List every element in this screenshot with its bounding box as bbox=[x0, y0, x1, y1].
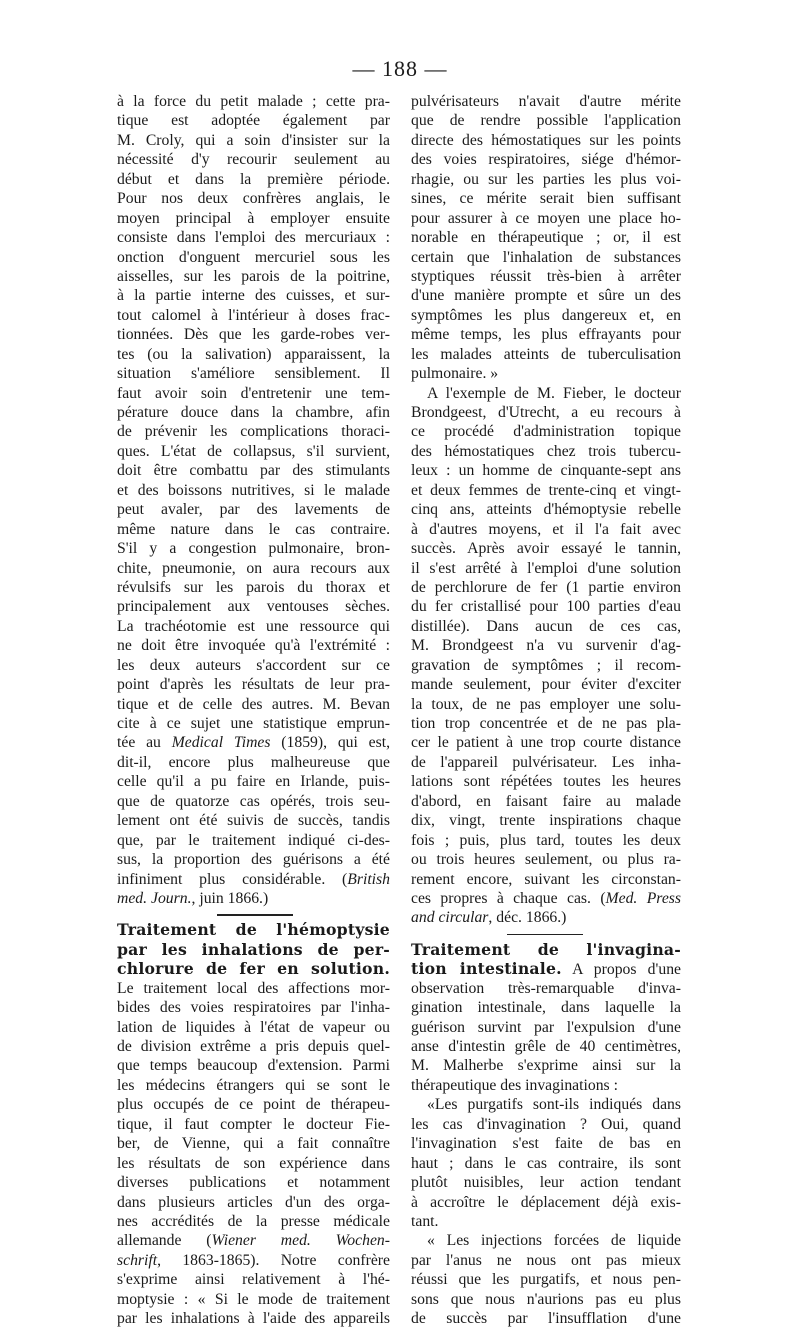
text-line: ber, de Vienne, qui a fait connaître bbox=[117, 1135, 390, 1153]
text-line: révulsifs sur les parois du thorax et bbox=[117, 578, 390, 596]
text-line: lement ont été suivis de succès, tandis bbox=[117, 812, 390, 830]
text-line: tant. bbox=[411, 1212, 439, 1230]
text-line: schrift, 1863-1865). Notre confrère bbox=[117, 1251, 390, 1269]
text-line: même nature dans le cas contraire. bbox=[117, 520, 390, 538]
text-line: du fer cristallisé pour 100 parties d'eau bbox=[411, 598, 681, 616]
text-line: ce procédé d'administration topique bbox=[411, 423, 681, 441]
text-line: anse d'intestin grêle de 40 centimètres, bbox=[411, 1038, 681, 1055]
left-column bbox=[117, 92, 390, 1329]
text-line: fois ; puis, plus tard, toutes les deux bbox=[411, 831, 681, 849]
section-divider bbox=[117, 908, 390, 920]
text-line: faut avoir soin d'entretenir une tem- bbox=[117, 384, 390, 402]
text-line: nes accrédités de la presse médicale bbox=[117, 1212, 390, 1230]
text-line: moptysie : « Si le mode de traitement bbox=[117, 1290, 390, 1308]
text-line: Brondgeest, d'Utrecht, a eu recours à bbox=[411, 404, 681, 421]
invagination-section-heading bbox=[411, 940, 681, 979]
text-line: gravation de symptômes ; il recom- bbox=[411, 656, 681, 674]
text-line: il s'est arrêté à l'emploi d'une solution bbox=[411, 559, 681, 577]
text-line: tionnées. Dès que les garde-robes ver- bbox=[117, 326, 390, 344]
text-line: S'il y a congestion pulmonaire, bron- bbox=[117, 540, 390, 558]
text-line: à d'autres moyens, et il l'a fait avec bbox=[411, 520, 681, 538]
text-line: succès. Après avoir essayé le tannin, bbox=[411, 540, 681, 558]
text-line: cinq ans, atteints d'hémoptysie rebelle bbox=[411, 501, 681, 519]
text-line: leux : un homme de cinquante-sept ans bbox=[411, 462, 681, 480]
text-line: sus, la proportion des guérisons a été bbox=[117, 851, 390, 869]
text-line: s'exprime ainsi relativement à l'hé- bbox=[117, 1271, 390, 1289]
text-line: Le traitement local des affections mor- bbox=[117, 979, 390, 997]
text-line: tes (ou la salivation) apparaissent, la bbox=[117, 345, 390, 363]
text-line: chlorure de fer en solution. bbox=[117, 959, 390, 979]
text-line: symptômes les plus dangereux et, en bbox=[411, 306, 681, 324]
text-line: les malades atteints de tuberculisation bbox=[411, 345, 681, 363]
text-line: distillée). Dans aucun de ces cas, bbox=[411, 617, 681, 635]
text-line: rhagie, ou sur les parties les plus voi- bbox=[411, 170, 681, 188]
text-line: tique est adoptée également par bbox=[117, 112, 390, 130]
text-line: onction d'onguent mercuriel sous les bbox=[117, 248, 390, 266]
left-body-text bbox=[117, 92, 390, 908]
text-line: M. Brondgeest n'a vu survenir d'ag- bbox=[411, 637, 681, 655]
text-line: med. Journ., juin 1866.) bbox=[117, 889, 269, 907]
text-line: gination intestinale, dans laquelle la bbox=[411, 999, 681, 1017]
text-line: dix, vingt, trente inspirations chaque bbox=[411, 812, 681, 830]
text-line: tique et de celle des autres. M. Bevan bbox=[117, 695, 390, 713]
text-line: les cas d'invagination ? Oui, quand bbox=[411, 1115, 681, 1133]
text-line: pérature douce dans la chambre, afin bbox=[117, 404, 390, 421]
text-line: « Les injections forcées de liquide bbox=[427, 1232, 681, 1250]
text-line: à la force du petit malade ; cette pra- bbox=[117, 93, 390, 110]
text-line: cer le patient à une trop courte distance bbox=[411, 734, 681, 752]
text-line: tion trop concentrée et de ne pas pla- bbox=[411, 715, 681, 732]
text-line: sons que nous n'aurions pas eu plus bbox=[411, 1290, 681, 1308]
text-line: d'une manière prompte et sûre un des bbox=[411, 287, 681, 305]
text-line: pulmonaire. » bbox=[411, 365, 499, 383]
text-line: certain que l'inhalation de substances bbox=[411, 248, 681, 266]
text-line: principalement aux ventouses sèches. bbox=[117, 598, 390, 616]
text-line: La trachéotomie est une ressource qui bbox=[117, 617, 390, 635]
text-line: tée au Medical Times (1859), qui est, bbox=[117, 734, 391, 752]
text-line: que temps beaucoup d'extension. Parmi bbox=[117, 1057, 390, 1075]
text-line: ces propres à chaque cas. (Med. Press bbox=[411, 889, 682, 907]
text-line: A l'exemple de M. Fieber, le docteur bbox=[427, 384, 681, 402]
text-line: Traitement de l'invagina- bbox=[411, 939, 681, 959]
text-line: dans plusieurs articles d'un des orga- bbox=[117, 1193, 390, 1211]
text-line: réussi que les purgatifs, et nous pen- bbox=[411, 1271, 681, 1289]
text-line: chite, pneumonie, on aura recours aux bbox=[117, 559, 390, 577]
text-line: ou trois heures seulement, ou plus ra- bbox=[411, 851, 681, 869]
text-line: celle qu'il a pu faire en Irlande, puis- bbox=[117, 773, 390, 791]
text-line: norable en thérapeutique ; or, il est bbox=[411, 229, 681, 247]
text-line: rement encore, suivant les circonstan- bbox=[411, 870, 681, 888]
text-line: de prévenir les complications thoraci- bbox=[117, 423, 390, 441]
text-line: situation s'améliore sensiblement. Il bbox=[117, 365, 390, 383]
text-line: par les inhalations de per- bbox=[117, 939, 390, 959]
text-line: pulvérisateurs n'avait d'autre mérite bbox=[411, 93, 681, 110]
text-line: et des boissons nutritives, si le malade bbox=[117, 481, 390, 499]
text-line: de perchlorure de fer (1 partie environ bbox=[411, 578, 681, 596]
text-line: pour assurer à ce moyen une place ho- bbox=[411, 209, 681, 227]
text-line: infiniment plus considérable. (British bbox=[117, 870, 390, 888]
text-line: tout calomel à l'intérieur à doses frac- bbox=[117, 306, 390, 324]
text-line: styptiques réussit très-bien à arrêter bbox=[411, 267, 681, 285]
text-line: nécessité d'y recourir seulement au bbox=[117, 151, 390, 169]
text-line: guérison survint par l'expulsion d'une bbox=[411, 1018, 681, 1036]
text-line: peut avaler, par des lavements de bbox=[117, 501, 390, 519]
text-line: des hémostatiques chez trois tubercu- bbox=[411, 442, 681, 460]
text-line: les résultats de son expérience dans bbox=[117, 1154, 390, 1172]
text-line: de l'appareil pulvérisateur. Les inha- bbox=[411, 753, 681, 771]
text-line: observation très-remarquable d'inva- bbox=[411, 979, 681, 997]
hemoptysis-section-heading bbox=[117, 920, 390, 978]
invagination-section-text bbox=[411, 979, 681, 1329]
text-line: par l'anus ne nous ont pas mieux bbox=[411, 1251, 681, 1269]
text-line: doit être combattu par des stimulants bbox=[117, 462, 390, 480]
text-line: «Les purgatifs sont-ils indiqués dans bbox=[427, 1096, 681, 1114]
text-line: plus occupés de ce point de thérapeu- bbox=[117, 1096, 390, 1114]
text-line: tique, il faut compter le docteur Fie- bbox=[117, 1115, 390, 1133]
section-divider bbox=[411, 928, 681, 940]
text-line: même temps, les plus effrayants pour bbox=[411, 326, 681, 344]
text-line: allemande (Wiener med. Wochen- bbox=[117, 1232, 390, 1250]
text-line: aisselles, sur les parois de la poitrine, bbox=[117, 267, 390, 285]
text-line: directe des hémostatiques sur les points bbox=[411, 131, 681, 149]
hemoptysis-section-text bbox=[117, 979, 390, 1329]
text-line: que de quatorze cas opérés, trois seu- bbox=[117, 792, 390, 810]
page-number: — 188 — bbox=[352, 56, 448, 81]
text-line: point d'après les résultats de leur pra- bbox=[117, 676, 390, 694]
text-line: and circular, déc. 1866.) bbox=[411, 909, 567, 927]
right-column bbox=[411, 92, 681, 1329]
text-line: haut ; dans le cas contraire, ils sont bbox=[411, 1154, 681, 1172]
text-line: ques. L'état de collapsus, s'il survient, bbox=[117, 442, 390, 460]
text-line: que, par le traitement indiqué ci-des- bbox=[117, 831, 390, 849]
text-line: que de rendre possible l'application bbox=[411, 112, 681, 130]
text-line: dit-il, encore plus malheureuse que bbox=[117, 753, 390, 771]
text-line: M. Croly, qui a soin d'insister sur la bbox=[117, 131, 390, 149]
text-line: début et dans la première période. bbox=[117, 170, 390, 188]
text-line: lation de liquides à l'état de vapeur ou bbox=[117, 1018, 390, 1036]
text-line: mande seulement, pour éviter d'exciter bbox=[411, 676, 681, 694]
text-line: lations sont répétées toutes les heures bbox=[411, 773, 681, 791]
text-line: à la partie interne des cuisses, et sur- bbox=[117, 287, 390, 305]
text-line: M. Malherbe s'exprime ainsi sur la bbox=[411, 1057, 681, 1075]
text-line: l'invagination s'est faite de bas en bbox=[411, 1135, 681, 1153]
text-line: de division extrême a pris depuis quel- bbox=[117, 1038, 390, 1055]
text-line: Pour nos deux confrères anglais, le bbox=[117, 190, 390, 208]
text-line: et deux femmes de trente-cinq et vingt- bbox=[411, 481, 681, 499]
text-line: Traitement de l'hémoptysie bbox=[117, 920, 390, 940]
text-line: des voies respiratoires, siége d'hémor- bbox=[411, 151, 681, 169]
text-line: par les inhalations à l'aide des appareils bbox=[117, 1310, 390, 1328]
text-line: diverses publications et notamment bbox=[117, 1174, 390, 1192]
text-line: bides des voies respiratoires par l'inha- bbox=[117, 999, 390, 1017]
text-line: de succès par l'insufflation d'une bbox=[411, 1310, 681, 1328]
text-line: moyen principal à employer ensuite bbox=[117, 209, 390, 227]
text-line: cite à ce sujet une statistique emprun- bbox=[117, 715, 390, 732]
text-line: tion intestinale. A propos d'une bbox=[411, 959, 681, 979]
text-line: plutôt nuisibles, leur action tendant bbox=[411, 1174, 681, 1192]
text-line: sines, ce mérite serait bien suffisant bbox=[411, 190, 681, 208]
text-line: thérapeutique des invaginations : bbox=[411, 1076, 618, 1094]
right-body-text bbox=[411, 92, 681, 928]
text-line: consiste dans l'emploi des mercuriaux : bbox=[117, 229, 390, 247]
text-line: les deux auteurs s'accordent sur ce bbox=[117, 656, 390, 674]
text-line: d'abord, en faisant faire au malade bbox=[411, 792, 681, 810]
text-line: la toux, de ne pas employer une solu- bbox=[411, 695, 681, 713]
text-line: les médecins étrangers qui se sont le bbox=[117, 1076, 390, 1094]
text-line: ne doit être invoquée qu'à l'extrémité : bbox=[117, 637, 390, 655]
text-line: à accroître le déplacement déjà exis- bbox=[411, 1193, 681, 1211]
